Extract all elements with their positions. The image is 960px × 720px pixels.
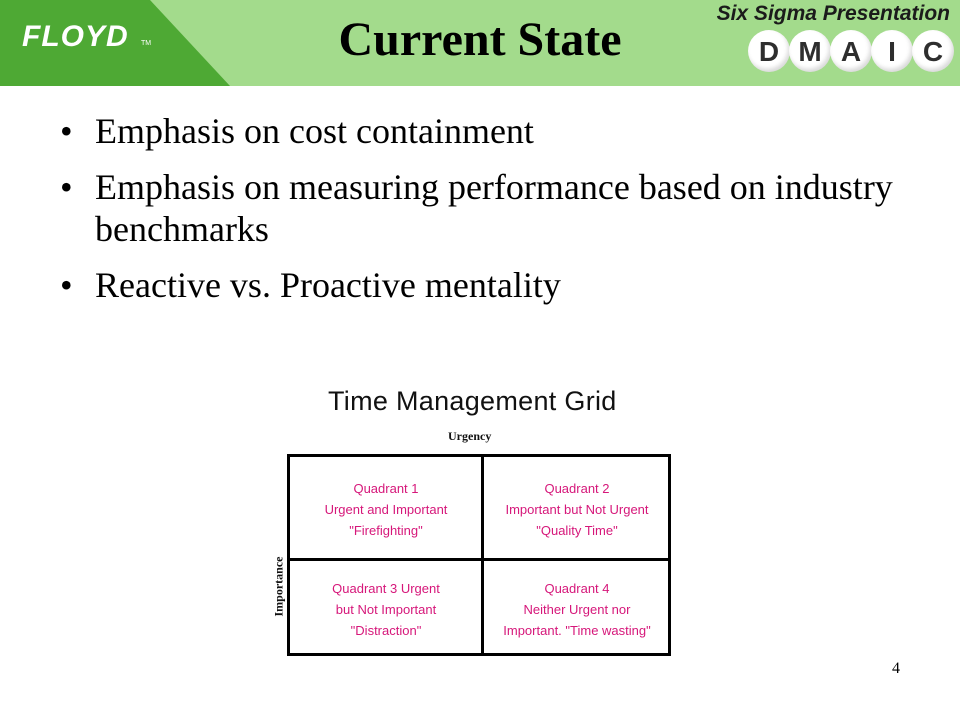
bullet-text: Emphasis on measuring performance based on industry benchmarks [95,167,893,249]
bullet-item [60,110,920,152]
page-title: Current State [338,13,622,66]
logo-trademark: TM [141,40,152,47]
brand-subtitle: Six Sigma Presentation [716,2,950,25]
quadrant-1 [292,478,480,541]
quadrant-2-heading: Quadrant 2 [544,481,610,496]
quadrant-2-description: Important but Not Urgent [505,502,649,517]
urgency-axis-label: Urgency [448,429,492,443]
grid-title: Time Management Grid [328,386,617,416]
bullet-list [60,110,920,320]
quadrant-4-description: Neither Urgent nor [523,602,631,617]
bullet-text: Reactive vs. Proactive mentality [95,265,561,305]
dmaic-badges [748,30,958,74]
grid-horizontal-divider [290,558,668,561]
slide-number: 4 [892,660,900,677]
quadrant-3-heading: Quadrant 3 Urgent [332,581,440,596]
bullet-item [60,264,920,306]
bullet-marker: • [60,167,73,207]
bullet-text: Emphasis on cost containment [95,111,534,151]
quadrant-1-description: Urgent and Important [324,502,448,517]
quadrant-2 [483,478,671,541]
bullet-item [60,166,920,250]
quadrant-1-heading: Quadrant 1 [353,481,419,496]
importance-axis-label: Importance [271,556,286,617]
dmaic-m-badge: M [789,30,831,72]
quadrant-4 [483,578,671,641]
logo-text: FLOYD [22,20,129,53]
quadrant-3-nickname: "Distraction" [350,623,422,638]
quadrant-3 [292,578,480,641]
quadrant-4-heading: Quadrant 4 [544,581,610,596]
quadrant-2-nickname: "Quality Time" [536,523,618,538]
grid-box [287,454,671,656]
quadrant-4-nickname: Important. "Time wasting" [503,623,651,638]
quadrant-1-nickname: "Firefighting" [349,523,423,538]
dmaic-d-badge: D [748,30,790,72]
time-management-grid [262,380,682,665]
bullet-marker: • [60,265,73,305]
dmaic-a-badge: A [830,30,872,72]
header-band [0,0,960,86]
bullet-marker: • [60,111,73,151]
quadrant-3-description: but Not Important [335,602,437,617]
dmaic-c-badge: C [912,30,954,72]
dmaic-i-badge: I [871,30,913,72]
